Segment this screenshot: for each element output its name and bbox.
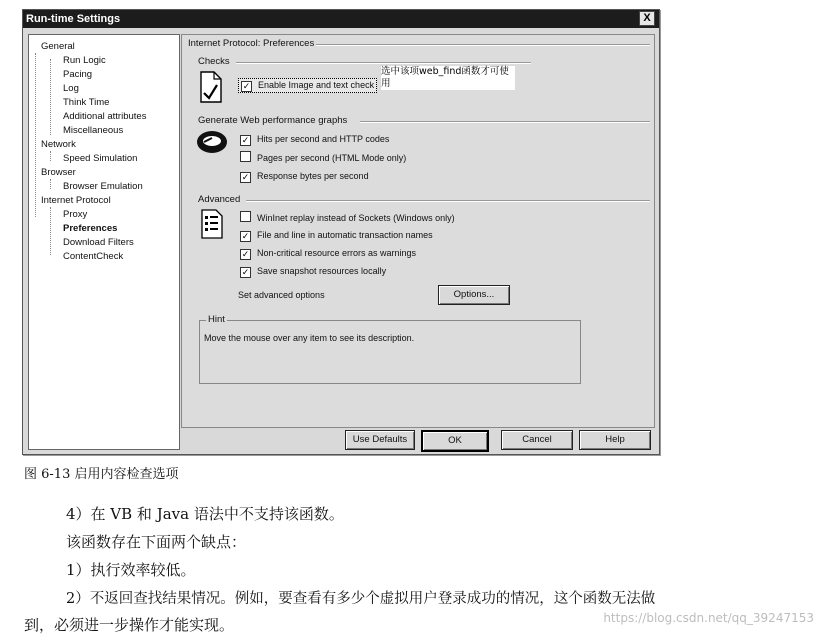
enable-image-text-check-checkbox[interactable] [238,78,377,93]
options-button[interactable]: Options... [438,285,510,305]
checkbox-box: ✓ [241,249,250,259]
tree-connector [50,151,51,161]
figure-caption: 图 6-13 启用内容检查选项 [24,467,179,482]
tree-item-proxy[interactable]: Proxy [63,209,88,220]
save-snapshot-checkbox[interactable] [240,265,386,278]
checks-section-title: Checks [198,56,230,67]
tree-item-additional-attributes[interactable]: Additional attributes [63,111,147,122]
hint-title: Hint [208,314,225,325]
checkbox-label: Hits per second and HTTP codes [257,134,390,144]
close-button[interactable]: X [639,11,655,26]
run-time-settings-dialog [22,9,660,455]
response-bytes-checkbox[interactable] [240,170,369,183]
speedometer-icon [196,129,228,155]
tree-item-miscellaneous[interactable]: Miscellaneous [63,125,124,136]
checkbox-label: File and line in automatic transaction names [257,230,433,240]
ok-button[interactable]: OK [421,430,489,452]
hint-text: Move the mouse over any item to see its description. [204,333,415,343]
document-check-icon [198,71,224,103]
checkbox-box: ✓ [241,267,250,277]
hint-box [199,314,581,384]
panel-title: Internet Protocol: Preferences [188,38,315,49]
paragraph-line: 该函数存在下面两个缺点： [66,533,247,551]
checkbox-box [240,151,251,162]
checkbox-label: Non-critical resource errors as warnings [257,248,417,258]
use-defaults-button[interactable]: Use Defaults [345,430,415,450]
file-and-line-checkbox[interactable] [240,229,433,242]
divider [246,200,650,202]
watermark: https://blog.csdn.net/qq_39247153 [603,611,814,625]
dialog-titlebar [23,10,659,28]
dialog-title: Run-time Settings [26,13,121,25]
tree-item-network[interactable]: Network [41,139,76,150]
set-advanced-options-label: Set advanced options [238,290,325,300]
tree-item-browser[interactable]: Browser [41,167,76,178]
help-button[interactable]: Help [579,430,651,450]
tree-item-browser-emulation[interactable]: Browser Emulation [63,181,143,192]
paragraph-line: 4）在 VB 和 Java 语法中不支持该函数。 [66,505,344,523]
divider [316,44,650,46]
checkbox-box: ✓ [241,172,250,182]
tree-connector [50,207,51,255]
checkbox-label: Response bytes per second [257,171,369,181]
paragraph-line: 2）不返回查找结果情况。例如，要查看有多少个虚拟用户登录成功的情况，这个函数无法做 [66,591,656,607]
tree-item-contentcheck[interactable]: ContentCheck [63,251,124,262]
cancel-button[interactable]: Cancel [501,430,573,450]
non-critical-errors-checkbox[interactable] [240,247,416,260]
checkbox-box: ✓ [241,135,250,145]
tree-item-download-filters[interactable]: Download Filters [63,237,134,248]
divider [236,62,531,64]
advanced-section-title: Advanced [198,194,241,205]
graphs-section-title: Generate Web performance graphs [198,115,348,126]
checkbox-box [240,211,251,222]
paragraph-line: 到，必须进一步操作才能实现。 [24,616,235,634]
settings-tree[interactable] [28,34,180,450]
tree-item-speed-simulation[interactable]: Speed Simulation [63,153,138,164]
tree-connector [35,53,36,217]
tree-item-log[interactable]: Log [63,83,79,94]
tree-item-general[interactable]: General [41,41,75,52]
tree-item-think-time[interactable]: Think Time [63,97,110,108]
checkbox-label: Pages per second (HTML Mode only) [257,153,407,163]
annotation-note: 选中该项web_find函数才可使用 [381,66,515,90]
tree-item-preferences[interactable]: Preferences [63,223,118,234]
tree-connector [50,179,51,189]
divider [360,121,650,123]
checkbox-label: WinInet replay instead of Sockets (Windows only) [257,213,455,223]
checkbox-label: Save snapshot resources locally [257,266,387,276]
checkbox-box: ✓ [241,231,250,241]
paragraph-line: 1）执行效率较低。 [66,561,196,579]
checkbox-label: Enable Image and text check [258,80,375,90]
settings-document-icon [200,209,224,239]
tree-connector [50,59,51,135]
tree-item-pacing[interactable]: Pacing [63,69,93,80]
wininet-replay-checkbox[interactable] [240,211,455,224]
tree-item-run-logic[interactable]: Run Logic [63,55,106,66]
tree-item-internet-protocol[interactable]: Internet Protocol [41,195,111,206]
checkbox-box: ✓ [242,81,251,91]
pages-per-second-checkbox[interactable] [240,151,406,164]
hits-per-second-checkbox[interactable] [240,133,389,146]
